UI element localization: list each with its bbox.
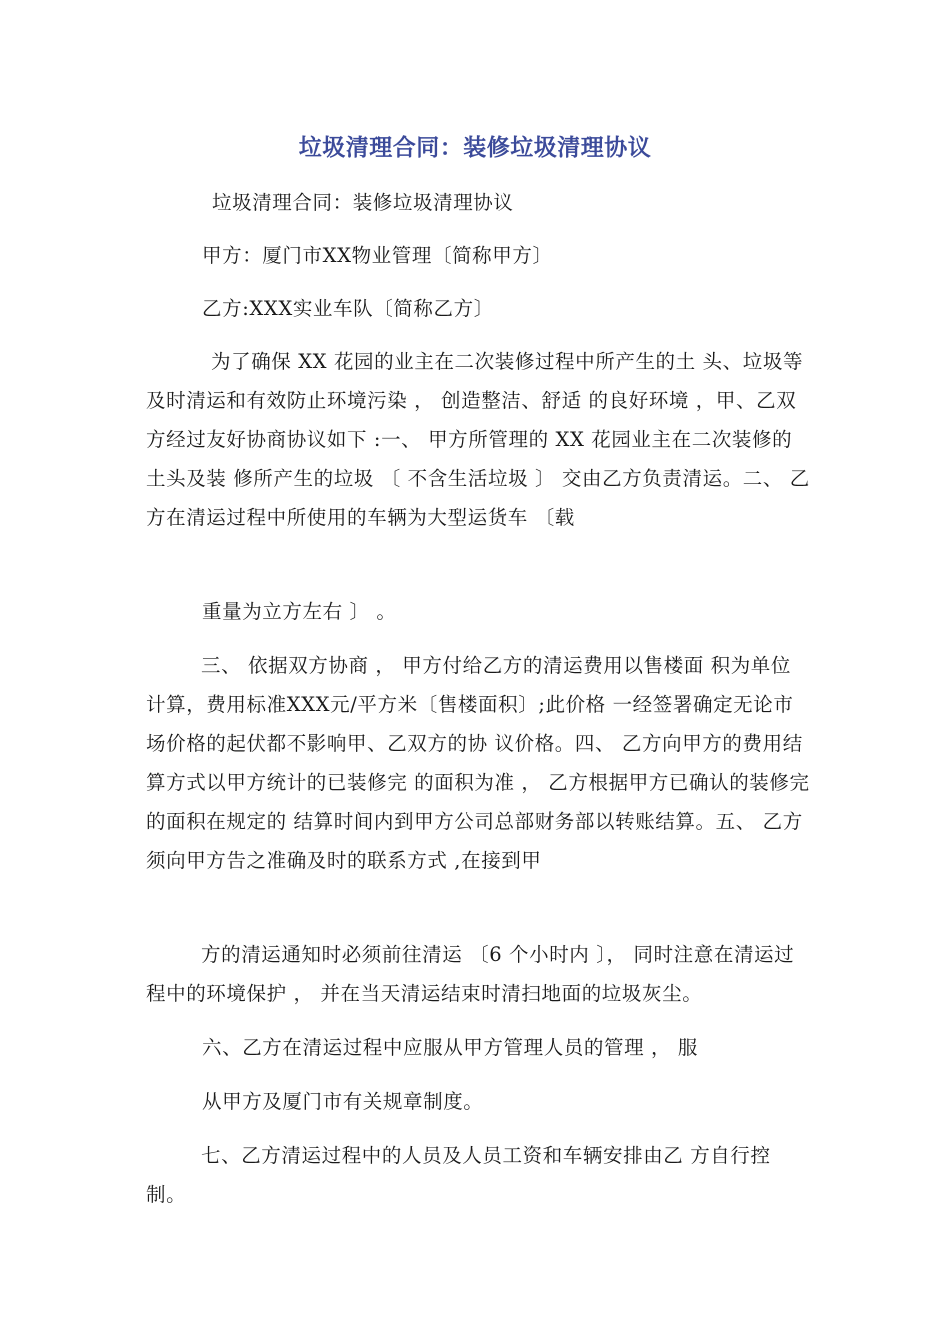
party-b-line: 乙方:XXX实业车队〔简称乙方〕	[202, 297, 494, 320]
paragraph-load-volume: 重量为立方左右 〕 。	[202, 600, 397, 623]
paragraph-terms-3-5: 三、 依据双方协商 ， 甲方付给乙方的清运费用以售楼面 积为单位计算，费用标准XXX元/平方米〔售楼面积〕;此价格 一经签署确定无论市场价格的起伏都不影响甲、乙双方的协 议价格。四、 乙方向甲方的费用结算方式以甲方统计的已装修完 的面积为准 ， 乙方根据甲方已确认的装修完的面积在规定的 结算时间内到甲方公司总部财务部以转账结算。五、 乙方须向甲方告之准确及时的联系方式 ,在接到甲	[146, 654, 810, 872]
paragraph-term-7: 七、乙方清运过程中的人员及人员工资和车辆安排由乙 方自行控制。	[146, 1144, 771, 1206]
paragraph-cleanup-notice: 方的清运通知时必须前往清运 〔6 个小时内 〕， 同时注意在清运过程中的环境保护 ， 并在当天清运结束时清扫地面的垃圾灰尘。	[146, 943, 795, 1005]
party-a-line: 甲方：厦门市XX物业管理〔简称甲方〕	[202, 244, 553, 267]
document-subtitle: 垃圾清理合同：装修垃圾清理协议	[212, 191, 514, 214]
paragraph-term-6: 六、乙方在清运过程中应服从甲方管理人员的管理 ， 服	[202, 1036, 698, 1059]
document-title: 垃圾清理合同：装修垃圾清理协议	[298, 135, 652, 161]
paragraph-terms-1-2: 为了确保 XX 花园的业主在二次装修过程中所产生的土 头、垃圾等及时清运和有效防止环境污染 ， 创造整洁、舒适 的良好环境 ，甲、乙双方经过友好协商协议如下 :一、 甲方所管理的 XX 花园业主在二次装修的土头及装 修所产生的垃圾 〔 不含生活垃圾 〕 交由乙方负责清运。二、 乙方在清运过程中所使用的车辆为大型运货车 〔载	[146, 350, 810, 529]
paragraph-regulations: 从甲方及厦门市有关规章制度。	[202, 1090, 484, 1113]
